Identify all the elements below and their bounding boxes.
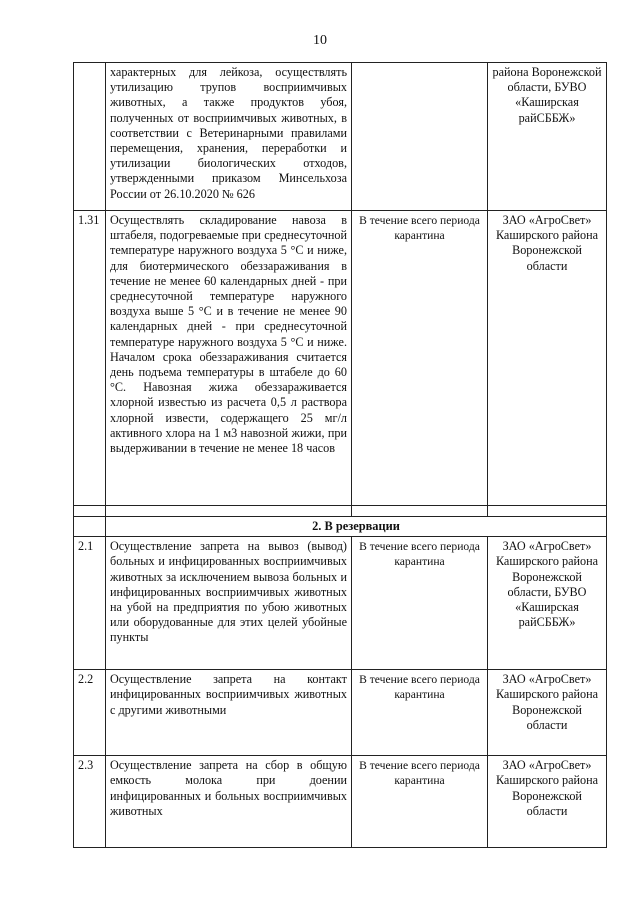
table-row bbox=[74, 670, 607, 756]
table-row-empty bbox=[74, 506, 607, 517]
row-action: характерных для лейкоза, осуществлять утилизацию трупов восприимчивых животных, а также продуктов убоя, полученных от восприимчивых животных, в соответствии с Ветеринарными правилами перемещения, хранения, переработки и утилизации биологических отходов, утвержденными приказом Минсельхоза России от 26.10.2020 № 626 bbox=[106, 63, 352, 211]
row-action: Осуществление запрета на сбор в общую емкость молока при доении инфицированных и больных восприимчивых животных bbox=[106, 756, 352, 848]
table-row bbox=[74, 63, 607, 211]
row-term: В течение всего периода карантина bbox=[352, 211, 488, 506]
row-responsible: ЗАО «АгроСвет» Каширского района Воронежской области bbox=[488, 211, 607, 506]
section-title: 2. В резервации bbox=[106, 517, 607, 537]
row-number: 2.2 bbox=[74, 670, 106, 756]
row-action: Осуществление запрета на контакт инфицированных восприимчивых животных с другими животными bbox=[106, 670, 352, 756]
row-term: В течение всего периода карантина bbox=[352, 670, 488, 756]
table-row bbox=[74, 211, 607, 506]
measures-table bbox=[73, 62, 607, 848]
row-action: Осуществление запрета на вывоз (вывод) больных и инфицированных восприимчивых животных за исключением вывоза больных и инфицированных восприимчивых животных на убой на предприятия по убою животных или оборудованные для этих целей убойные пункты bbox=[106, 537, 352, 670]
row-number: 1.31 bbox=[74, 211, 106, 506]
row-number: 2.3 bbox=[74, 756, 106, 848]
row-term: В течение всего периода карантина bbox=[352, 537, 488, 670]
row-term: В течение всего периода карантина bbox=[352, 756, 488, 848]
table-row bbox=[74, 756, 607, 848]
section-header-row bbox=[74, 517, 607, 537]
row-term bbox=[352, 63, 488, 211]
table-row bbox=[74, 537, 607, 670]
row-number bbox=[74, 63, 106, 211]
row-responsible: ЗАО «АгроСвет» Каширского района Воронежской области bbox=[488, 670, 607, 756]
row-responsible: района Воронежской области, БУВО «Каширская райСББЖ» bbox=[488, 63, 607, 211]
row-responsible: ЗАО «АгроСвет» Каширского района Воронежской области bbox=[488, 756, 607, 848]
page-number: 10 bbox=[313, 33, 327, 48]
row-action: Осуществлять складирование навоза в штабеля, подогреваемые при среднесуточной температуре наружного воздуха 5 °С и ниже, для биотермического обеззараживания в течение не менее 60 календарных дней - при среднесуточной температуре наружного воздуха выше 5 °С и в течение не менее 90 календарных дней - при среднесуточной температуре наружного воздуха 5 °С и ниже. Началом срока обеззараживания считается день подъема температуры в штабеле до 60 °С. Навозная жижа обеззараживается хлорной известью из расчета 0,5 л раствора хлорной извести, содержащего 25 мг/л активного хлора на 1 м3 навозной жижи, при выдерживании в течение не менее 18 часов bbox=[106, 211, 352, 506]
row-number: 2.1 bbox=[74, 537, 106, 670]
row-responsible: ЗАО «АгроСвет» Каширского района Воронежской области, БУВО «Каширская райСББЖ» bbox=[488, 537, 607, 670]
